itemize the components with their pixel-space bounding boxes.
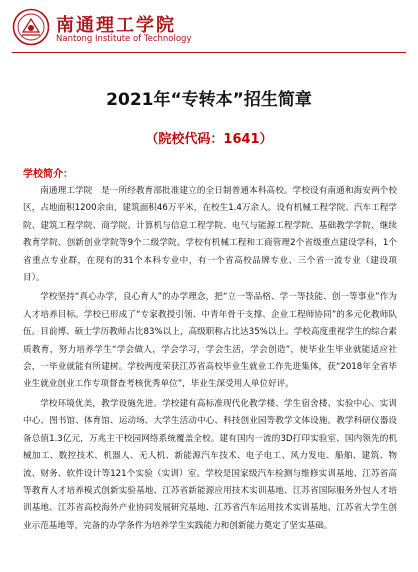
intro-paragraph: 学校环境优美，教学设施先进。学校建有高标准现代化教学楼、学生宿舍楼、实验中心、实训中心、图书馆、体育馆、运动场、大学生活动中心、科技创业园等教学文体设施。教学科研仪器设备总值1.3亿元，万兆主干校园网络系统覆盖全校。建有国内一流的3D打印实验室、国内领先的机械加工、数控技术、机器人、无人机、新能源汽车技术、电子电工、风力发电、船舶、建筑、物流、财务、软件设计等121个实验（实训）室。学校是国家级汽车检测与维修实训基地、江苏省高等教育人才培养模式创新实验基地、江苏省新能源应用技术实训基地、江苏省国际服务外包人才培训基地、江苏省高校海外产业协同发展研究基地、江苏省汽车运用技术实训基地、江苏省大学生创业示范基地等，完备的办学条件为培养学生实践能力和创新能力奠定了坚实基础。 xyxy=(23,398,397,531)
intro-paragraph: 学校坚持“真心办学，良心育人”的办学理念，把“立一等品格、学一等技能、创一等事业”作为人才培养目标。学校已形成了“专家教授引领、中青年骨干支撑、企业工程师协同”的多元化教师队伍。目前博、硕士学历教师占比83%以上，高级职称占比达35%以上。学校高度重视学生的综合素质教育，努力培养学生“学会做人，学会学习，学会生活，学会创造”，使毕业生毕业就能适应社会，一毕业就能有所建树。学校两度荣获江苏省高校毕业生就业工作先进集体，获“2018年全省毕业生就业创业工作专项督查考核优秀单位”，毕业生深受用人单位好评。 xyxy=(23,292,397,390)
institution-code: （院校代码：1641） xyxy=(145,132,273,147)
school-header xyxy=(12,8,406,48)
school-intro-body xyxy=(23,183,397,537)
header-divider xyxy=(12,52,406,53)
school-emblem-icon xyxy=(12,8,50,46)
page-title: 2021年“专转本”招生简章 xyxy=(106,90,312,110)
school-name-en: Nantong Institute of Technology xyxy=(56,34,192,44)
school-name-cn: 南通理工学院 xyxy=(56,15,176,36)
section-heading: 学校简介： xyxy=(23,169,73,180)
intro-paragraph: 南通理工学院 是一所经教育部批准建立的全日制普通本科高校。学校设有南通和海安两个校区，占地面积1200余亩，建筑面积46万平米，在校生1.4万余人。设有机械工程学院、汽车工程学院、建筑工程学院、商学院、计算机与信息工程学院、电气与能源工程学院、基础教学学院、继续教育学院、创新创业学院等9个二级学院。学校有机械工程和工商管理2个省级重点建设学科，1个省重点专业群，在现有的31个本科专业中，有一个省高校品牌专业、三个省一流专业（建设项目）。 xyxy=(23,186,397,284)
